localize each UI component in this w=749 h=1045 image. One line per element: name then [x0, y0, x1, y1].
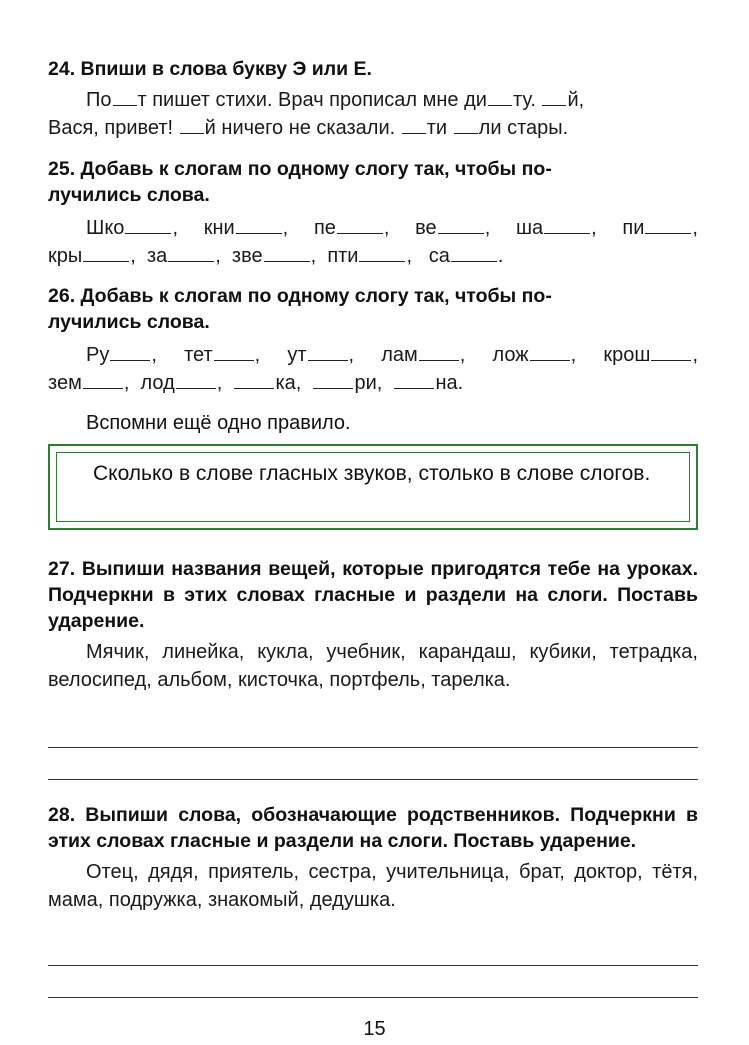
task-26: [48, 283, 698, 397]
syllable-item: ве ,: [415, 217, 491, 239]
task-26-syllables: [48, 341, 698, 397]
syllable-item: са .: [428, 245, 504, 267]
blank[interactable]: [214, 342, 254, 361]
fill-text: й,: [567, 89, 585, 111]
syllable-item: за ,: [146, 245, 221, 267]
heading-line: лучились слова.: [48, 311, 210, 333]
blank[interactable]: [651, 342, 691, 361]
blank[interactable]: [542, 87, 566, 106]
heading-line: 26. Добавь к слогам по одному слогу так, чтобы по-: [48, 285, 552, 307]
blank[interactable]: [451, 243, 497, 262]
blank[interactable]: [454, 115, 478, 134]
syllable-item: кни ,: [203, 217, 289, 239]
syllable-item: ри,: [312, 372, 382, 394]
blank[interactable]: [438, 215, 484, 234]
syllable-item: пти ,: [327, 245, 413, 267]
heading-line: лучились слова.: [48, 184, 210, 206]
task-25-syllables: [48, 214, 698, 270]
rule-box-inner: [56, 452, 690, 522]
blank[interactable]: [313, 370, 353, 389]
blank[interactable]: [645, 215, 691, 234]
blank[interactable]: [488, 87, 512, 106]
syllable-item: пе ,: [313, 217, 390, 239]
answer-line[interactable]: [48, 747, 698, 748]
syllable-item: кры ,: [48, 245, 136, 267]
syllable-row: [48, 242, 698, 270]
blank[interactable]: [264, 243, 310, 262]
rule-intro: Вспомни ещё одно правило.: [86, 412, 351, 434]
task-27-words: Мячик, линейка, кукла, учебник, карандаш, кубики, тетрадка, велосипед, альбом, кисточка, портфель, тарелка.: [48, 641, 698, 691]
task-25-heading: [48, 156, 698, 208]
page-number: 15: [363, 1018, 386, 1040]
syllable-item: лод ,: [140, 372, 223, 394]
task-26-heading: [48, 283, 698, 335]
syllable-item: Шко ,: [86, 217, 178, 239]
blank[interactable]: [234, 370, 274, 389]
blank[interactable]: [125, 215, 171, 234]
blank[interactable]: [168, 243, 214, 262]
syllable-item: зем ,: [48, 372, 130, 394]
blank[interactable]: [402, 115, 426, 134]
blank[interactable]: [544, 215, 590, 234]
syllable-item: лам ,: [381, 344, 466, 366]
syllable-row: [48, 369, 698, 397]
task-27-heading: 27. Выпиши названия вещей, которые пригодятся тебе на уроках. Подчеркни в этих словах гласные и раздели на слоги. Поставь ударение.: [48, 558, 698, 632]
blank[interactable]: [176, 370, 216, 389]
task-28-heading: 28. Выпиши слова, обозначающие родственников. Подчеркни в этих словах гласные и раздели на слоги. Поставь ударение.: [48, 804, 698, 852]
fill-text: ти: [426, 117, 448, 139]
blank[interactable]: [83, 370, 123, 389]
syllable-item: ка,: [233, 372, 301, 394]
fill-text: т пишет стихи. Врач прописал мне ди: [137, 89, 487, 111]
heading-line: 25. Добавь к слогам по одному слогу так, чтобы по-: [48, 158, 552, 180]
answer-line[interactable]: [48, 965, 698, 966]
blank[interactable]: [236, 215, 282, 234]
fill-text: Вася, привет!: [48, 117, 174, 139]
blank[interactable]: [530, 342, 570, 361]
task-24-text: [48, 86, 698, 142]
blank[interactable]: [337, 215, 383, 234]
syllable-item: крош ,: [603, 344, 698, 366]
rule-box: [48, 444, 698, 530]
task-24: [48, 56, 698, 142]
task-28: [48, 802, 698, 914]
syllable-item: на.: [393, 372, 463, 394]
task-25: [48, 156, 698, 270]
syllable-item: зве ,: [231, 245, 317, 267]
answer-line[interactable]: [48, 997, 698, 998]
blank[interactable]: [110, 342, 150, 361]
syllable-row: [48, 341, 698, 369]
blank[interactable]: [83, 243, 129, 262]
fill-text: По: [86, 89, 112, 111]
task-28-words: Отец, дядя, приятель, сестра, учительница, брат, доктор, тётя, мама, подружка, знакомый, дедушка.: [48, 861, 698, 911]
syllable-item: ша ,: [515, 217, 597, 239]
fill-text: й ничего не сказали.: [204, 117, 396, 139]
blank[interactable]: [359, 243, 405, 262]
answer-line[interactable]: [48, 779, 698, 780]
syllable-row: [48, 214, 698, 242]
task-27: [48, 556, 698, 694]
syllable-item: тет ,: [184, 344, 261, 366]
fill-text: ли стары.: [478, 117, 569, 139]
blank[interactable]: [113, 87, 137, 106]
blank[interactable]: [419, 342, 459, 361]
blank[interactable]: [394, 370, 434, 389]
blank[interactable]: [308, 342, 348, 361]
blank[interactable]: [180, 115, 204, 134]
task-24-heading: 24. Впиши в слова букву Э или Е.: [48, 58, 372, 80]
rule-text: Сколько в слове гласных звуков, столько в слове слогов.: [93, 462, 651, 485]
syllable-item: Ру ,: [86, 344, 157, 366]
syllable-item: ут ,: [287, 344, 355, 366]
syllable-item: лож ,: [492, 344, 577, 366]
fill-text: ту.: [512, 89, 536, 111]
syllable-item: пи ,: [622, 217, 698, 239]
